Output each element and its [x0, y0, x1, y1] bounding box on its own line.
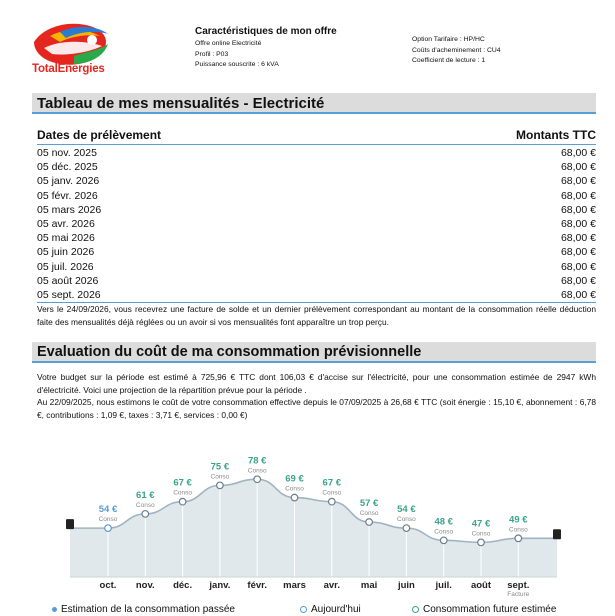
legend-today [300, 604, 361, 615]
schedule-row [37, 160, 596, 174]
tick-label: mars [283, 580, 306, 591]
data-sublabel: Conso [434, 528, 454, 536]
row-amount: 68,00 € [560, 246, 596, 259]
data-sublabel: Conso [285, 485, 304, 493]
data-label: 61 € [136, 489, 155, 501]
data-label: 48 € [434, 516, 453, 528]
data-label: 49 € [509, 514, 528, 526]
consumption-chart [0, 425, 615, 605]
data-point [478, 539, 485, 546]
schedule-rows [37, 146, 596, 303]
data-point [403, 525, 410, 532]
data-label: 78 € [247, 455, 267, 467]
schedule-row [37, 217, 596, 231]
schedule-row [37, 231, 596, 245]
legend-today-marker [300, 606, 307, 613]
legend-past-label: Estimation de la consommation passée [61, 604, 235, 615]
data-point [440, 537, 447, 544]
data-sublabel: Conso [397, 516, 416, 524]
row-amount: 68,00 € [560, 232, 596, 245]
offer-line: Offre online Electricité [195, 40, 262, 47]
data-label: 54 € [98, 504, 118, 516]
data-label: 75 € [210, 461, 230, 473]
row-date: 05 sept. 2026 [37, 288, 101, 301]
schedule-table-header [37, 128, 596, 145]
tick-label: févr. [247, 580, 267, 591]
data-label: 57 € [359, 498, 379, 510]
data-sublabel: Conso [471, 530, 491, 538]
legend-future [412, 604, 556, 615]
offer-line: Puissance souscrite : 6 kVA [195, 61, 279, 68]
data-label: 54 € [397, 504, 416, 516]
legend-today-label: Aujourd'hui [311, 604, 361, 615]
tick-label: avr. [323, 580, 340, 591]
consumption-text: Au 22/09/2025, nous estimons le coût de votre consommation effective depuis le 07/09/2025 à 26,68 € TTC (soit énergie : 15,10 €, abonnement : 6,78 €, contributions : 1,09 €, taxes : 3,71 €, services : 0,00 €) [37, 397, 596, 420]
legend-past-marker [52, 607, 57, 612]
data-label: 67 € [173, 477, 192, 489]
row-date: 05 juin 2026 [37, 246, 95, 259]
row-date: 05 mai 2026 [37, 232, 95, 245]
row-amount: 68,00 € [560, 161, 596, 174]
data-point [217, 482, 224, 489]
evaluation-title: Evaluation du coût de ma consommation prévisionnelle [32, 342, 596, 363]
row-amount: 68,00 € [560, 175, 596, 188]
offer-characteristics [195, 26, 337, 71]
row-amount: 68,00 € [560, 260, 596, 273]
row-amount: 68,00 € [560, 274, 596, 287]
tick-label: juil. [435, 580, 452, 591]
schedule-row [37, 260, 596, 274]
row-amount: 68,00 € [560, 203, 596, 216]
tick-label: juin [397, 580, 415, 591]
data-point [179, 498, 186, 505]
row-amount: 68,00 € [560, 217, 596, 230]
schedule-row [37, 174, 596, 188]
legend-future-label: Consommation future estimée [423, 604, 557, 615]
schedule-row [37, 288, 596, 303]
data-point [291, 494, 298, 501]
row-amount: 68,00 € [560, 147, 596, 159]
legend-past [52, 604, 235, 615]
tick-label: oct. [99, 580, 117, 591]
settlement-note: Vers le 24/09/2026, vous recevrez une facture de solde et un dernier prélèvement correspondant au montant de la consommation réelle déduction faite des mensualités déjà réglées ou un avoir si vos mensualités font apparaître un trop perçu. [37, 304, 596, 327]
row-date: 05 août 2026 [37, 274, 99, 287]
column-header-date: Dates de prélèvement [37, 128, 162, 142]
data-sublabel: Conso [98, 516, 118, 524]
document-icon [66, 519, 74, 529]
option-line: Coûts d'acheminement : CU4 [412, 46, 501, 54]
offer-line: Profil : P03 [195, 50, 229, 58]
data-point [329, 498, 336, 505]
data-point [254, 476, 261, 483]
tick-label: sept. [507, 580, 530, 591]
row-date: 05 mars 2026 [37, 203, 102, 216]
data-sublabel: Conso [247, 467, 267, 475]
budget-text: Votre budget sur la période est estimé à 725,96 € TTC dont 106,03 € d'accise sur l'électricité, pour une consommation estimée de 2947 kWh d'électricité. Voici une projection de la répartition prévue pour la période . [37, 372, 596, 395]
document-icon [553, 529, 561, 539]
row-date: 05 janv. 2026 [37, 175, 100, 188]
data-sublabel: Conso [359, 510, 379, 518]
data-point [105, 525, 112, 532]
row-date: 05 avr. 2026 [37, 217, 95, 230]
schedule-row [37, 274, 596, 288]
data-point [366, 519, 373, 526]
option-line: Coefficient de lecture : 1 [412, 57, 486, 64]
tick-label: mai [360, 580, 378, 591]
brand-name: TotalEnergies [32, 63, 105, 75]
tick-label: déc. [173, 580, 193, 591]
row-date: 05 nov. 2025 [37, 147, 97, 159]
tick-label: janv. [209, 580, 231, 591]
data-sublabel: Conso [173, 489, 192, 497]
legend-future-marker [412, 606, 419, 613]
data-label: 69 € [285, 473, 304, 485]
data-sublabel: Conso [508, 526, 528, 534]
schedule-title: Tableau de mes mensualités - Electricité [32, 93, 596, 114]
row-date: 05 févr. 2026 [37, 189, 98, 202]
invoice-tick-note: Facture [507, 591, 530, 598]
schedule-row [37, 245, 596, 259]
row-date: 05 déc. 2025 [37, 161, 98, 174]
tariff-options [412, 35, 501, 67]
schedule-row [37, 146, 596, 160]
row-amount: 68,00 € [560, 189, 596, 202]
option-line: Option Tarifaire : HP/HC [412, 36, 485, 43]
data-sublabel: Conso [322, 489, 342, 497]
data-sublabel: Conso [135, 501, 155, 509]
schedule-row [37, 203, 596, 217]
row-amount: 68,00 € [560, 288, 596, 301]
data-point [515, 535, 522, 542]
data-sublabel: Conso [210, 473, 230, 481]
schedule-row [37, 189, 596, 203]
row-date: 05 juil. 2026 [37, 260, 94, 273]
data-label: 67 € [322, 477, 342, 489]
data-point [142, 511, 149, 518]
tick-label: août [470, 580, 492, 591]
offer-title: Caractéristiques de mon offre [195, 26, 337, 37]
data-label: 47 € [471, 518, 491, 530]
column-header-amount: Montants TTC [516, 128, 596, 142]
tick-label: nov. [135, 580, 155, 591]
